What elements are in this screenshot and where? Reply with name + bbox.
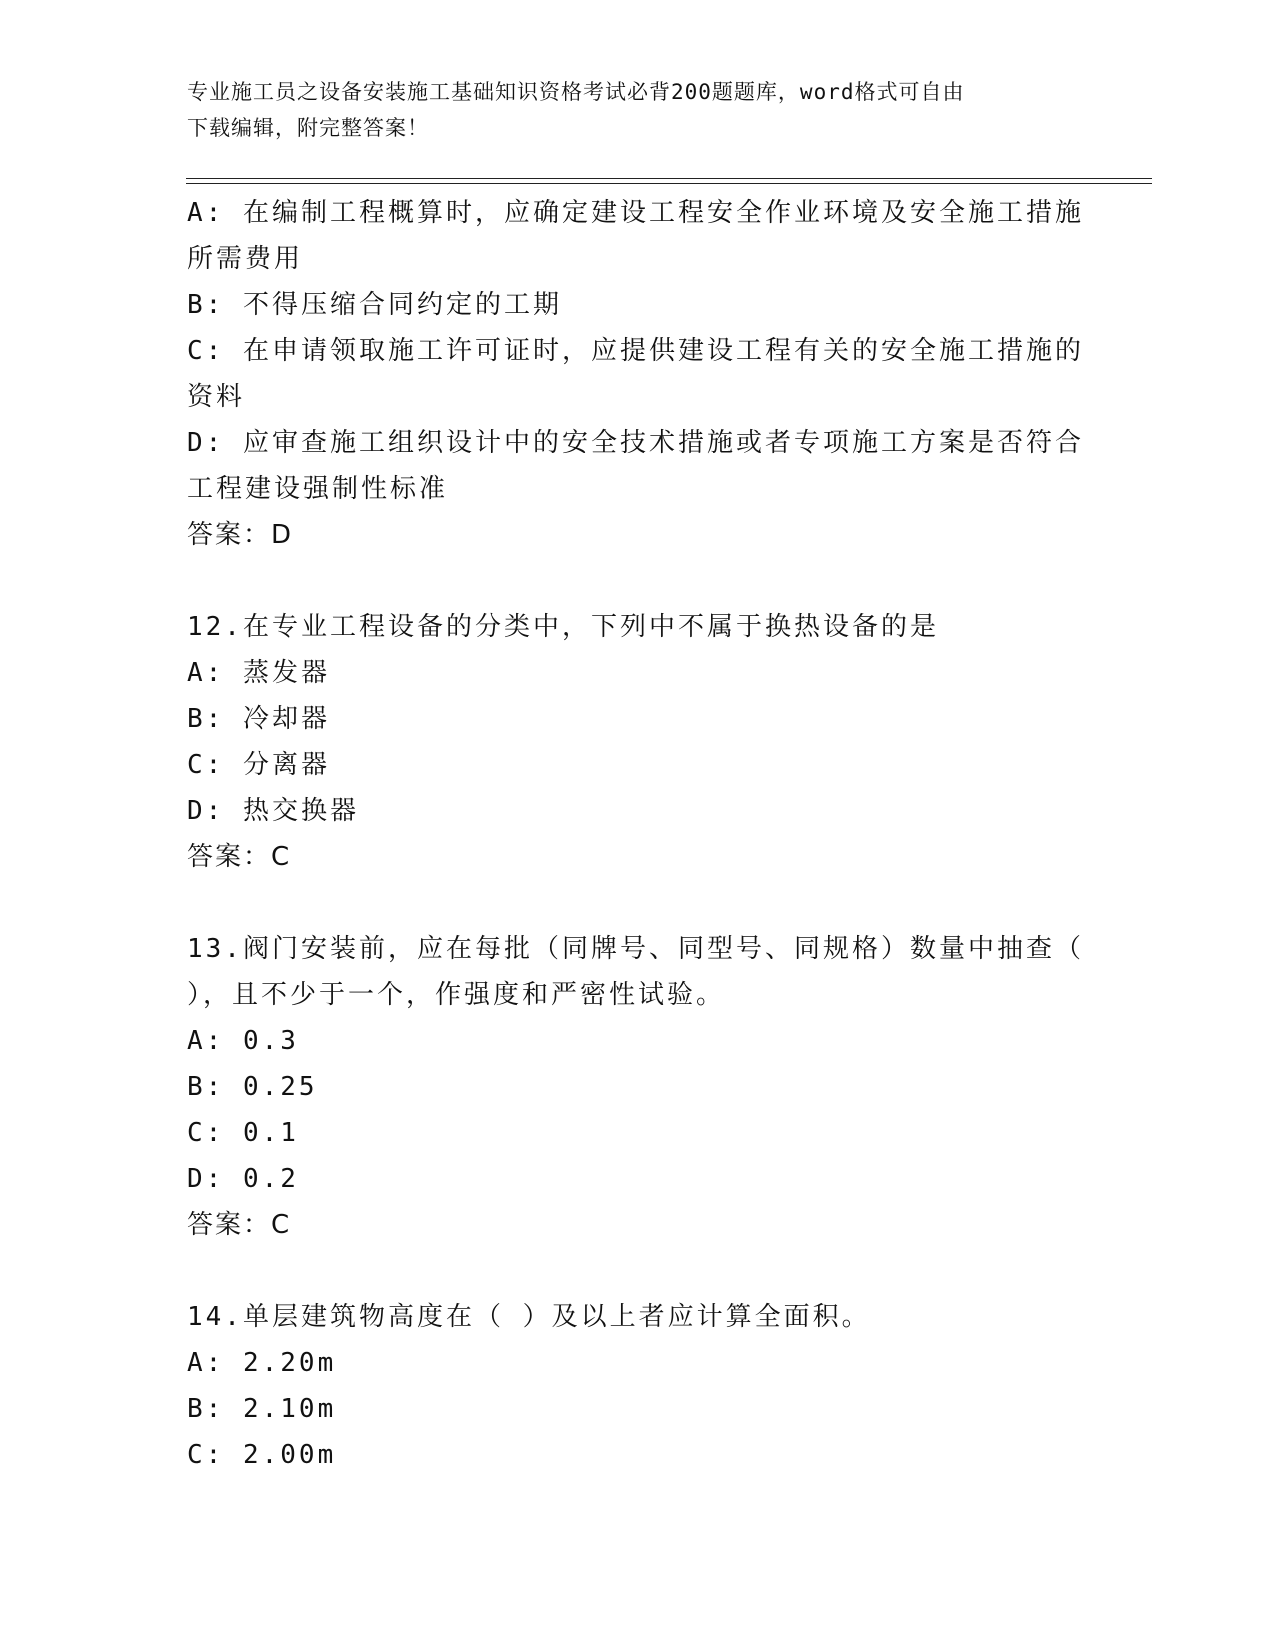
option-a-continued: 所需费用 bbox=[187, 244, 304, 274]
question-text: 13.阀门安装前，应在每批（同牌号、同型号、同规格）数量中抽查（ bbox=[187, 934, 1084, 964]
question-14 bbox=[187, 1294, 1087, 1478]
option-d: D: 0.2 bbox=[187, 1164, 299, 1194]
option-a: A: 在编制工程概算时，应确定建设工程安全作业环境及安全施工措施 bbox=[187, 198, 1084, 228]
option-c: C: 在申请领取施工许可证时，应提供建设工程有关的安全施工措施的 bbox=[187, 336, 1084, 366]
option-a: A: 蒸发器 bbox=[187, 658, 330, 688]
option-b: B: 冷却器 bbox=[187, 704, 330, 734]
option-d-continued: 工程建设强制性标准 bbox=[187, 474, 449, 504]
spacer bbox=[187, 558, 1087, 604]
header-line-2: 下载编辑，附完整答案！ bbox=[187, 116, 429, 140]
header-divider-bottom bbox=[186, 183, 1152, 184]
document-header bbox=[187, 74, 1067, 146]
header-divider-top bbox=[186, 178, 1152, 179]
question-text: 14.单层建筑物高度在（ ）及以上者应计算全面积。 bbox=[187, 1302, 871, 1332]
option-c: C: 分离器 bbox=[187, 750, 330, 780]
option-b: B: 2.10m bbox=[187, 1394, 337, 1424]
question-text: 12.在专业工程设备的分类中，下列中不属于换热设备的是 bbox=[187, 612, 939, 642]
option-b: B: 0.25 bbox=[187, 1072, 318, 1102]
question-13 bbox=[187, 926, 1087, 1248]
question-11 bbox=[187, 190, 1087, 558]
option-d: D: 热交换器 bbox=[187, 796, 359, 826]
header-line-1: 专业施工员之设备安装施工基础知识资格考试必背200题题库，word格式可自由 bbox=[187, 80, 965, 104]
answer-line: 答案：C bbox=[187, 1210, 292, 1240]
option-d: D: 应审查施工组织设计中的安全技术措施或者专项施工方案是否符合 bbox=[187, 428, 1084, 458]
answer-line: 答案：D bbox=[187, 520, 294, 550]
option-c: C: 0.1 bbox=[187, 1118, 299, 1148]
option-c: C: 2.00m bbox=[187, 1440, 337, 1470]
question-list bbox=[187, 190, 1087, 1478]
question-12 bbox=[187, 604, 1087, 880]
option-a: A: 0.3 bbox=[187, 1026, 299, 1056]
question-text-continued: ），且不少于一个，作强度和严密性试验。 bbox=[187, 980, 726, 1010]
spacer bbox=[187, 880, 1087, 926]
option-a: A: 2.20m bbox=[187, 1348, 337, 1378]
option-b: B: 不得压缩合同约定的工期 bbox=[187, 290, 562, 320]
spacer bbox=[187, 1248, 1087, 1294]
option-c-continued: 资料 bbox=[187, 382, 246, 412]
answer-line: 答案：C bbox=[187, 842, 292, 872]
